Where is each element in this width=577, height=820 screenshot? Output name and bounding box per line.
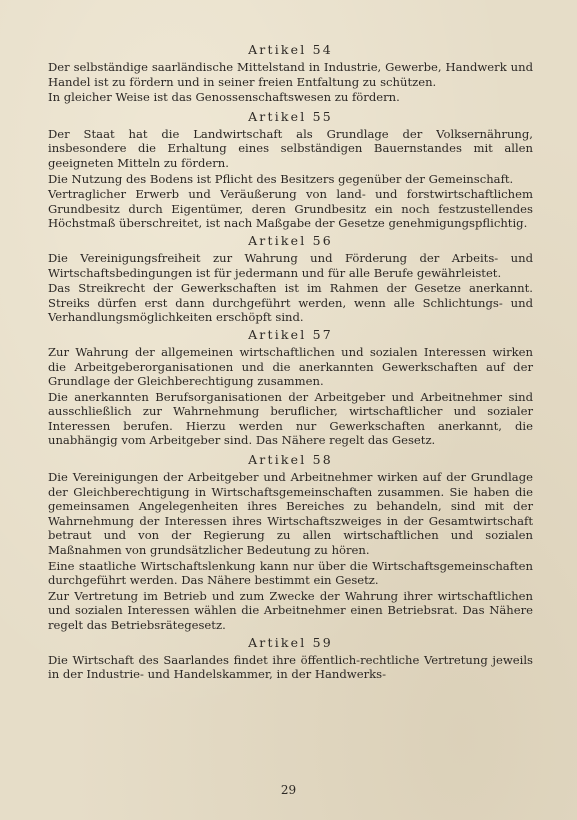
article-heading: Artikel 58: [248, 452, 333, 468]
article-59: [48, 635, 533, 682]
article-heading: Artikel 55: [248, 108, 333, 124]
article-58: [48, 452, 533, 633]
article-heading: Artikel 54: [248, 42, 333, 57]
article-57: [48, 327, 533, 448]
article-paragraph: Eine staatliche Wirtschaftslenkung kann nur über die Wirtschaftsgemeinschaften durchgeführt werden. Das Nähere bestimmt ein Gesetz.: [48, 558, 533, 588]
article-paragraph: Das Streikrecht der Gewerkschaften ist im Rahmen der Gesetze anerkannt. Streiks dürfen erst dann durchgeführt werden, wenn alle Schlichtungs- und Verhandlungsmöglichkeiten erschöpft sind.: [48, 281, 533, 325]
article-paragraph: Zur Vertretung im Betrieb und zum Zwecke der Wahrung ihrer wirtschaftlichen und sozialen Interessen wählen die Arbeitnehmer einen Betriebsrat. Das Nähere regelt das Betriebsrätegesetz.: [48, 588, 533, 632]
article-paragraph: Vertraglicher Erwerb und Veräußerung von land- und forstwirtschaftlichem Grundbesitz durch Eigentümer, deren Grundbesitz ein noch festzustellendes Höchstmaß überschreitet, ist nach Maßgabe der Gesetze genehmigungspflichtig.: [48, 187, 533, 231]
article-paragraph: Zur Wahrung der allgemeinen wirtschaftlichen und sozialen Interessen wirken die Arbeitgeberorganisationen und die anerkannten Gewerkschaften auf der Grundlage der Gleichberechtigung zusammen.: [48, 344, 533, 389]
article-paragraph: Die Vereinigungen der Arbeitgeber und Arbeitnehmer wirken auf der Grundlage der Gleichberechtigung in Wirtschaftsgemeinschaften zusammen. Sie haben die gemeinsamen Angelegenheiten ihres Bereiches zu behandeln, sind mit der Wahrnehmung der Interessen ihres Wirtschaftszweiges in der Gesamtwirtschaft betraut und von der Regierung zu allen wirtschaftlichen und sozialen Maßnahmen von grundsätzlicher Bedeutung zu hören.: [48, 470, 533, 558]
article-54: [48, 42, 533, 105]
article-56: [48, 233, 533, 325]
article-paragraph: Die Vereinigungsfreiheit zur Wahrung und Förderung der Arbeits- und Wirtschaftsbedingungen ist für jedermann und für alle Berufe gewährleistet.: [48, 250, 533, 280]
article-paragraph: Die Wirtschaft des Saarlandes findet ihre öffentlich-rechtliche Vertretung jeweils in der Industrie- und Handelskammer, in der Handwerks-: [48, 652, 533, 682]
article-heading: Artikel 56: [248, 232, 333, 248]
article-paragraph: Der selbständige saarländische Mittelstand in Industrie, Gewerbe, Handwerk und Handel ist zu fördern und in seiner freien Entfaltung zu schützen.: [48, 60, 533, 89]
article-55: [48, 109, 533, 231]
article-paragraph: In gleicher Weise ist das Genossenschaftswesen zu fördern.: [48, 90, 400, 105]
page-number: 29: [280, 783, 297, 797]
article-paragraph: Der Staat hat die Landwirtschaft als Grundlage der Volksernährung, insbesondere die Erhaltung eines selbständigen Bauernstandes mit allen geeigneten Mitteln zu fördern.: [48, 126, 533, 170]
article-heading: Artikel 57: [248, 326, 333, 342]
article-paragraph: Die Nutzung des Bodens ist Pflicht des Besitzers gegenüber der Gemeinschaft.: [48, 171, 514, 186]
article-paragraph: Die anerkannten Berufsorganisationen der Arbeitgeber und Arbeitnehmer sind ausschließlich zur Wahrnehmung beruflicher, wirtschaftlicher und sozialer Interessen berufen. Hierzu werden nur Gewerkschaften anerkannt, die unabhängig vom Arbeitgeber sind. Das Nähere regelt das Gesetz.: [48, 389, 533, 448]
article-heading: Artikel 59: [248, 634, 333, 650]
